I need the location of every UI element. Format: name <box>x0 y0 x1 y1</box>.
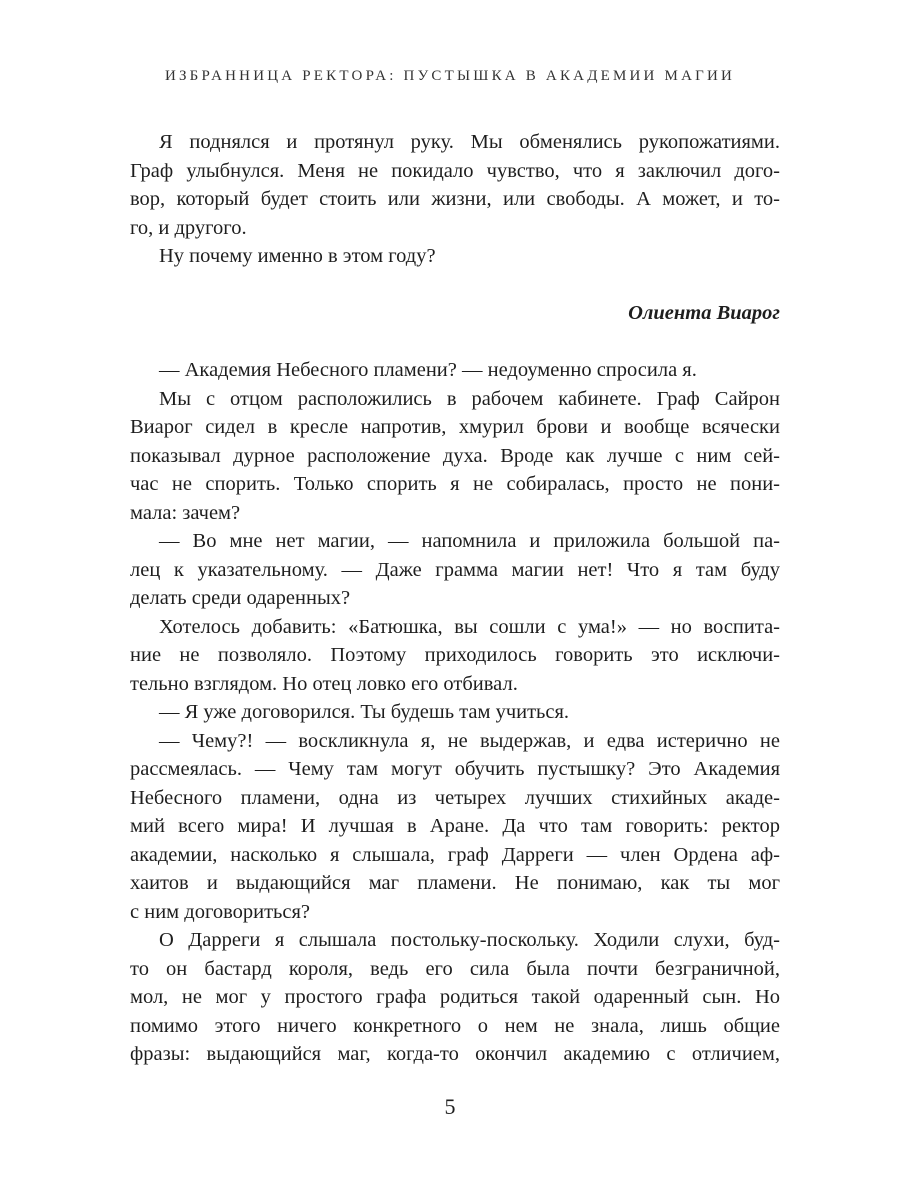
text-line: фразы: выдающийся маг, когда-то окончил академию с отличием, <box>130 1043 780 1065</box>
text-line: показывал дурное расположение духа. Вроде как лучше с ним сей- <box>130 444 780 467</box>
text-line: час не спорить. Только спорить я не собиралась, просто не пони- <box>130 473 780 495</box>
text-line: рассмеялась. — Чему там могут обучить пустышку? Это Академия <box>130 758 780 780</box>
text-line: мала: зачем? <box>130 501 241 524</box>
blank-line <box>130 328 780 357</box>
text-line: Хотелось добавить: «Батюшка, вы сошли с ума!» — но воспита- <box>159 615 780 638</box>
text-line: мол, не мог у простого графа родиться такой одаренный сын. Но <box>130 986 780 1008</box>
text-line: Я поднялся и протянул руку. Мы обменялись рукопожатиями. <box>159 131 780 153</box>
text-line: лец к указательному. — Даже грамма магии нет! Что я там буду <box>130 558 780 581</box>
body-text <box>130 128 780 1069</box>
text-line: — Академия Небесного пламени? — недоуменно спросила я. <box>159 359 697 381</box>
text-line: Граф улыбнулся. Меня не покидало чувство, что я заключил дого- <box>130 159 780 182</box>
text-line: го, и другого. <box>130 216 247 239</box>
section-heading: Олиента Виарог <box>628 302 780 324</box>
text-line: помимо этого ничего конкретного о нем не знала, лишь общие <box>130 1014 780 1037</box>
text-line: мий всего мира! И лучшая в Аране. Да что там говорить: ректор <box>130 815 780 837</box>
text-line: тельно взглядом. Но отец ловко его отбивал. <box>130 672 518 695</box>
page-number: 5 <box>444 1094 456 1119</box>
text-line: — Чему?! — воскликнула я, не выдержав, и едва истерично не <box>159 729 780 752</box>
text-line: с ним договориться? <box>130 900 311 923</box>
text-line: ние не позволяло. Поэтому приходилось говорить это исключи- <box>130 644 780 666</box>
running-head: ИЗБРАННИЦА РЕКТОРА: ПУСТЫШКА В АКАДЕМИИ МАГИИ <box>164 68 736 84</box>
text-line: Мы с отцом расположились в рабочем кабинете. Граф Сайрон <box>159 387 780 410</box>
text-line: то он бастард короля, ведь его сила была почти безграничной, <box>130 957 780 980</box>
text-line: — Во мне нет магии, — напомнила и приложила большой па- <box>159 530 780 552</box>
text-line: вор, который будет стоить или жизни, или свободы. А может, и то- <box>130 188 780 210</box>
blank-line <box>130 271 780 300</box>
text-line: академии, насколько я слышала, граф Дарреги — член Ордена аф- <box>130 843 780 866</box>
text-line: делать среди одаренных? <box>130 587 351 609</box>
text-line: Ну почему именно в этом году? <box>159 245 436 267</box>
text-line: О Дарреги я слышала постольку-поскольку. Ходили слухи, буд- <box>159 929 780 951</box>
text-line: хаитов и выдающийся маг пламени. Не понимаю, как ты мог <box>130 872 780 894</box>
text-line: Небесного пламени, одна из четырех лучших стихийных акаде- <box>130 786 780 809</box>
text-line: Виарог сидел в кресле напротив, хмурил брови и вообще всячески <box>130 416 780 438</box>
text-line: — Я уже договорился. Ты будешь там учиться. <box>159 701 570 723</box>
